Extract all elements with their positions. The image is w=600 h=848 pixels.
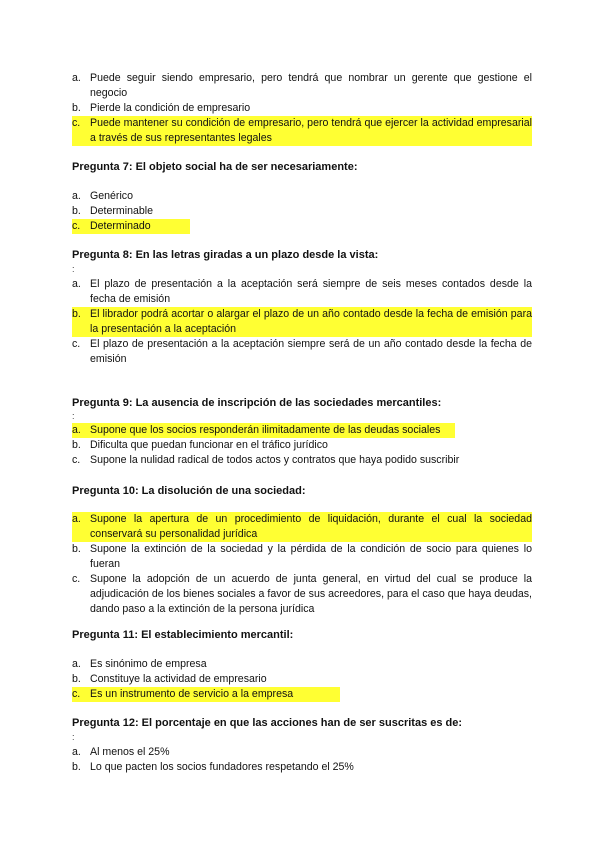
q9-option-c: c. Supone la nulidad radical de todos actos y contratos que haya podido suscribir bbox=[72, 454, 460, 466]
q7-option-b: b. Determinable bbox=[72, 205, 154, 217]
q10-options bbox=[72, 512, 532, 617]
q12-title: Pregunta 12: El porcentaje en que las acciones han de ser suscritas es de: bbox=[72, 717, 463, 729]
q6-options bbox=[72, 71, 532, 146]
q9-options bbox=[72, 423, 532, 468]
q10-option-b: b. Supone la extinción de la sociedad y la pérdida de la condición de socio para quienes lo fueran bbox=[72, 543, 532, 570]
q6-option-c-highlighted: c. Puede mantener su condición de empresario, pero tendrá que ejercer la actividad empresarial a través de sus representantes legales bbox=[72, 117, 532, 144]
q8-option-a: a. El plazo de presentación a la aceptación será siempre de seis meses contados desde la fecha de emisión bbox=[72, 278, 532, 305]
q11-option-c-highlighted: c. Es un instrumento de servicio a la empresa bbox=[72, 687, 340, 702]
q6-option-a: a. Puede seguir siendo empresario, pero tendrá que nombrar un gerente que gestione el negocio bbox=[72, 72, 532, 99]
q12-option-b: b. Lo que pacten los socios fundadores respetando el 25% bbox=[72, 761, 354, 773]
q10-option-a-highlighted: a. Supone la apertura de un procedimiento de liquidación, durante el cual la sociedad conservará su personalidad jurídica bbox=[72, 513, 532, 540]
q11-options bbox=[72, 657, 532, 702]
q10-title: Pregunta 10: La disolución de una sociedad: bbox=[72, 485, 306, 497]
q8-option-c: c. El plazo de presentación a la aceptación siempre será de un año contado desde la fecha de emisión bbox=[72, 338, 532, 365]
q7-option-c-highlighted: c. Determinado bbox=[72, 219, 190, 234]
q12-colon: : bbox=[72, 732, 75, 742]
q12-option-a: a. Al menos el 25% bbox=[72, 746, 170, 758]
q8-options bbox=[72, 277, 532, 367]
q7-options bbox=[72, 189, 532, 234]
q11-title: Pregunta 11: El establecimiento mercantil: bbox=[72, 629, 294, 641]
q11-option-a: a. Es sinónimo de empresa bbox=[72, 658, 207, 670]
q10-option-c: c. Supone la adopción de un acuerdo de junta general, en virtud del cual se produce la adjudicación de los bienes sociales a favor de sus acreedores, para el caso que haya deudas, dando paso a la extinción de la persona jurídica bbox=[72, 573, 532, 615]
q9-option-a-highlighted: a. Supone que los socios responderán ilimitadamente de las deudas sociales bbox=[72, 423, 455, 438]
q9-colon: : bbox=[72, 411, 75, 421]
q8-colon: : bbox=[72, 264, 75, 274]
q7-option-a: a. Genérico bbox=[72, 190, 133, 202]
q8-title: Pregunta 8: En las letras giradas a un plazo desde la vista: bbox=[72, 249, 379, 261]
q11-option-b: b. Constituye la actividad de empresario bbox=[72, 673, 267, 685]
q8-option-b-highlighted: b. El librador podrá acortar o alargar el plazo de un año contado desde la fecha de emisión para la presentación a la aceptación bbox=[72, 308, 532, 335]
q6-option-b: b. Pierde la condición de empresario bbox=[72, 102, 251, 114]
q9-title: Pregunta 9: La ausencia de inscripción de las sociedades mercantiles: bbox=[72, 397, 442, 409]
q12-options bbox=[72, 745, 532, 775]
q7-title: Pregunta 7: El objeto social ha de ser necesariamente: bbox=[72, 161, 358, 173]
q9-option-b: b. Dificulta que puedan funcionar en el tráfico jurídico bbox=[72, 439, 328, 451]
